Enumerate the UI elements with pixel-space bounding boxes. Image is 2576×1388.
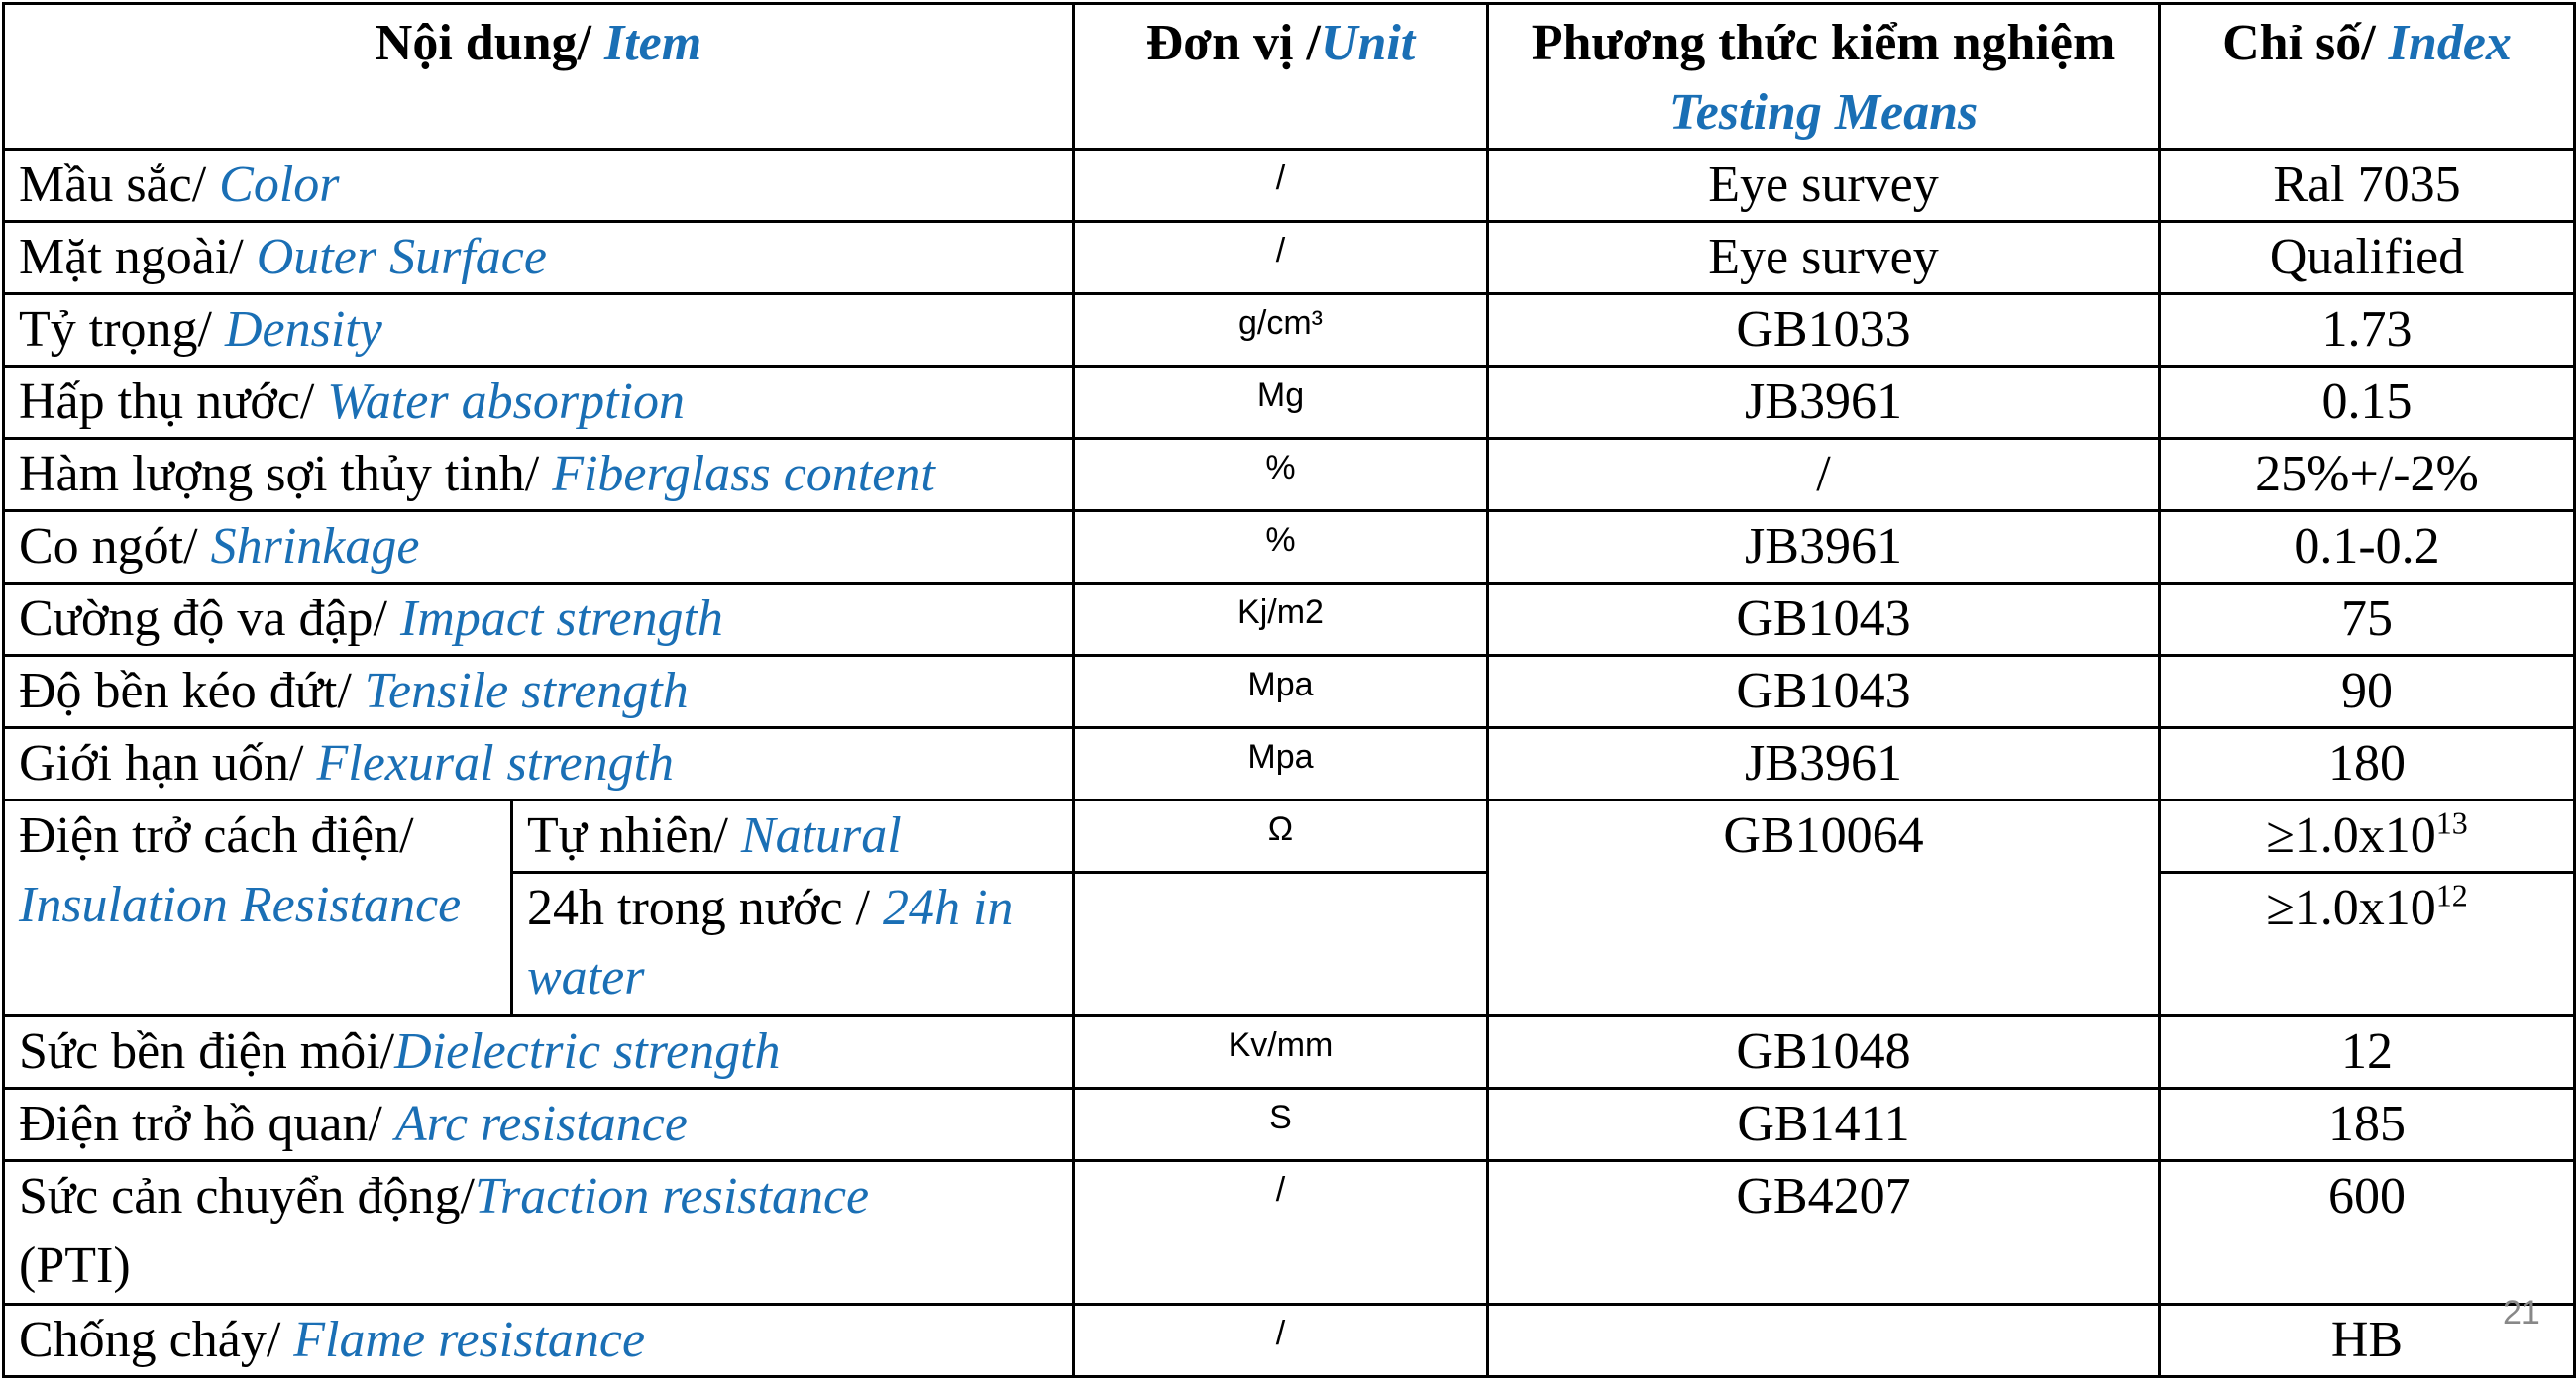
table-row bbox=[4, 367, 2575, 439]
index-cell: 12 bbox=[2160, 1016, 2575, 1089]
index-cell: $\ge 1.0x10^{13}$ bbox=[2160, 801, 2575, 873]
method-cell: Eye survey bbox=[1488, 222, 2160, 294]
table-row-pti bbox=[4, 1161, 2575, 1305]
page-number: 21 bbox=[2503, 1294, 2540, 1332]
table-row bbox=[4, 150, 2575, 222]
unit-cell: g/cm³ bbox=[1074, 294, 1488, 367]
item-cell: Sức cản chuyển động/Traction resistance (PTI) bbox=[4, 1161, 1074, 1305]
item-cell: Độ bền kéo đứt/ Tensile strength bbox=[4, 656, 1074, 728]
item-cell: Điện trở hồ quan/ Arc resistance bbox=[4, 1089, 1074, 1161]
insulation-item-cell: Điện trở cách điện/ Insulation Resistance bbox=[4, 801, 512, 1016]
method-cell: JB3961 bbox=[1488, 728, 2160, 801]
method-cell: / bbox=[1488, 439, 2160, 511]
unit-cell: Mpa bbox=[1074, 656, 1488, 728]
unit-cell: S bbox=[1074, 1089, 1488, 1161]
index-cell: 600 bbox=[2160, 1161, 2575, 1305]
unit-cell: % bbox=[1074, 511, 1488, 584]
table-row bbox=[4, 1016, 2575, 1089]
unit-cell: / bbox=[1074, 150, 1488, 222]
header-item: Nội dung/ Item bbox=[4, 4, 1074, 150]
table-row bbox=[4, 222, 2575, 294]
method-cell bbox=[1488, 1305, 2160, 1377]
index-cell: Ral 7035 bbox=[2160, 150, 2575, 222]
header-index-en: Index bbox=[2388, 15, 2512, 71]
natural-subitem-cell: Tự nhiên/ Natural bbox=[512, 801, 1074, 873]
header-index: Chỉ số/ Index bbox=[2160, 4, 2575, 150]
header-method-en: Testing Means bbox=[1668, 84, 1979, 141]
method-cell: JB3961 bbox=[1488, 367, 2160, 439]
method-cell: GB1033 bbox=[1488, 294, 2160, 367]
index-cell: 180 bbox=[2160, 728, 2575, 801]
item-cell: Mầu sắc/ Color bbox=[4, 150, 1074, 222]
table-row bbox=[4, 656, 2575, 728]
item-cell: Cường độ va đập/ Impact strength bbox=[4, 584, 1074, 656]
header-unit: Đơn vị /Unit bbox=[1074, 4, 1488, 150]
unit-cell: Mg bbox=[1074, 367, 1488, 439]
unit-cell: Ω bbox=[1074, 801, 1488, 873]
method-cell: Eye survey bbox=[1488, 150, 2160, 222]
index-cell: HB bbox=[2160, 1305, 2575, 1377]
index-cell: 90 bbox=[2160, 656, 2575, 728]
table-row bbox=[4, 511, 2575, 584]
table-row bbox=[4, 439, 2575, 511]
item-cell: Hàm lượng sợi thủy tinh/ Fiberglass content bbox=[4, 439, 1074, 511]
method-cell: GB4207 bbox=[1488, 1161, 2160, 1305]
index-cell: Qualified bbox=[2160, 222, 2575, 294]
method-cell: JB3961 bbox=[1488, 511, 2160, 584]
header-row bbox=[4, 4, 2575, 150]
specification-table bbox=[2, 2, 2576, 1378]
table-row-flame bbox=[4, 1305, 2575, 1377]
unit-cell: Kj/m2 bbox=[1074, 584, 1488, 656]
index-cell: 25%+/-2% bbox=[2160, 439, 2575, 511]
index-cell: $\ge 1.0x10^{12}$ bbox=[2160, 873, 2575, 1016]
header-unit-en: Unit bbox=[1320, 15, 1416, 71]
unit-cell: Kv/mm bbox=[1074, 1016, 1488, 1089]
unit-cell bbox=[1074, 873, 1488, 1016]
index-cell: 185 bbox=[2160, 1089, 2575, 1161]
header-method: Phương thức kiểm nghiệm Testing Means bbox=[1488, 4, 2160, 150]
index-cell: 75 bbox=[2160, 584, 2575, 656]
unit-cell: Mpa bbox=[1074, 728, 1488, 801]
item-cell: Mặt ngoài/ Outer Surface bbox=[4, 222, 1074, 294]
table-row bbox=[4, 1089, 2575, 1161]
method-cell: GB10064 bbox=[1488, 801, 2160, 1016]
unit-cell: / bbox=[1074, 1305, 1488, 1377]
item-cell: Chống cháy/ Flame resistance bbox=[4, 1305, 1074, 1377]
method-cell: GB1411 bbox=[1488, 1089, 2160, 1161]
method-cell: GB1048 bbox=[1488, 1016, 2160, 1089]
item-cell: Sức bền điện môi/Dielectric strength bbox=[4, 1016, 1074, 1089]
unit-cell: / bbox=[1074, 222, 1488, 294]
item-cell: Co ngót/ Shrinkage bbox=[4, 511, 1074, 584]
index-cell: 0.1-0.2 bbox=[2160, 511, 2575, 584]
table-row bbox=[4, 584, 2575, 656]
item-cell: Tỷ trọng/ Density bbox=[4, 294, 1074, 367]
water-subitem-cell: 24h trong nước / 24h in water bbox=[512, 873, 1074, 1016]
unit-cell: / bbox=[1074, 1161, 1488, 1305]
table-row bbox=[4, 728, 2575, 801]
method-cell: GB1043 bbox=[1488, 584, 2160, 656]
table-row bbox=[4, 294, 2575, 367]
item-cell: Hấp thụ nước/ Water absorption bbox=[4, 367, 1074, 439]
unit-cell: % bbox=[1074, 439, 1488, 511]
index-cell: 1.73 bbox=[2160, 294, 2575, 367]
index-cell: 0.15 bbox=[2160, 367, 2575, 439]
table-row-insulation-natural bbox=[4, 801, 2575, 873]
header-item-en: Item bbox=[604, 15, 702, 71]
method-cell: GB1043 bbox=[1488, 656, 2160, 728]
item-cell: Giới hạn uốn/ Flexural strength bbox=[4, 728, 1074, 801]
